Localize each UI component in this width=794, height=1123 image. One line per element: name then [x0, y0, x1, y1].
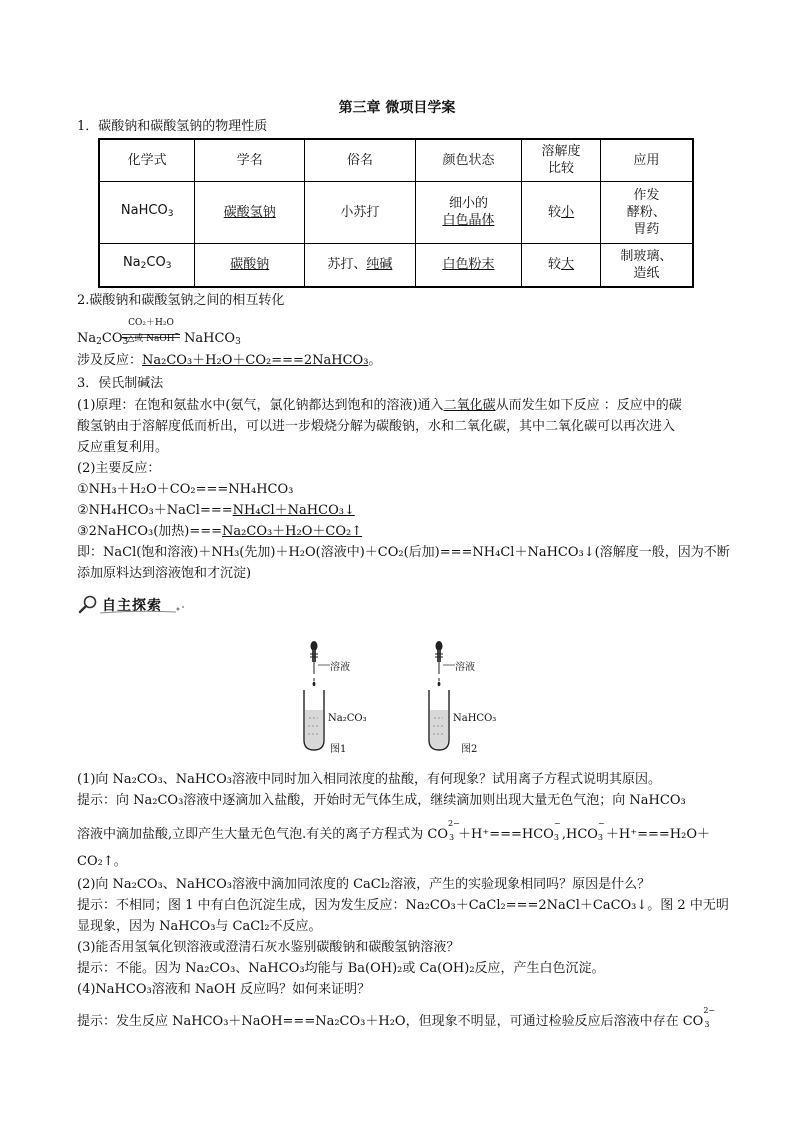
header-solubility-l2: 比较 [548, 161, 575, 177]
section3-heading: 3．侯氏制碱法 [77, 376, 164, 391]
header-solubility-l1: 溶解度 [541, 144, 581, 160]
header-solubility [522, 139, 600, 181]
main-reactions-heading: (2)主要反应： [77, 461, 161, 476]
header-name: 学名 [195, 139, 305, 181]
table-row [99, 181, 693, 243]
cell-formula: NaHCO$_3$ [99, 181, 195, 243]
overall-reaction-line2: 添加原料达到溶液饱和才沉淀) [77, 566, 252, 581]
header-common: 俗名 [305, 139, 415, 181]
answer-1-line3: CO₂↑。 [77, 854, 127, 869]
cell-application: 作发 酵粉、 胃药 [600, 181, 693, 243]
cell-name: 碳酸氢钠 [195, 181, 305, 243]
fig2-caption: 图2 [461, 744, 478, 755]
principle-line2: 酸氢钠由于溶解度低而析出，可以进一步煅烧分解为碳酸钠，水和二氧化碳，其中二氧化碳可以再次进入 [77, 419, 676, 434]
figure-1 [300, 638, 380, 768]
answer-2-line2: 显现象，因为 NaHCO₃与 CaCl₂不反应。 [77, 919, 322, 934]
conversion-right: NaHCO$_3$ [184, 331, 241, 347]
answer-4: 提示：发生反应 NaHCO₃＋NaOH===Na₂CO₃＋H₂O，但现象不明显，可通过检验反应后溶液中存在 CO 2− 3 [77, 1006, 716, 1029]
question-4: (4)NaHCO₃溶液和 NaOH 反应吗？如何来证明？ [77, 982, 371, 997]
figure-2 [425, 638, 515, 768]
reaction-3: ③2NaHCO₃(加热)===Na₂CO₃＋H₂O＋CO₂↑ [77, 524, 363, 539]
reaction-line: 涉及反应：Na₂CO₃＋H₂O＋CO₂===2NaHCO₃。 [77, 353, 382, 368]
fig1-chem-label: Na₂CO₃ [328, 713, 367, 724]
cell-application: 制玻璃、 造纸 [600, 243, 693, 287]
header-formula: 化学式 [99, 139, 195, 181]
overall-reaction-line1: 即：NaCl(饱和溶液)＋NH₃(先加)＋H₂O(溶液中)＋CO₂(后加)===NH₄Cl＋NaHCO₃↓(溶解度一般，因为不断 [77, 545, 730, 560]
cell-name: 碳酸钠 [195, 243, 305, 287]
properties-table [98, 138, 694, 288]
table-header-row [99, 139, 693, 181]
double-arrow-icon [120, 328, 182, 334]
principle-line3: 反应重复利用。 [77, 440, 169, 455]
fig1-solution-label: 溶液 [330, 662, 350, 673]
cell-common: 苏打、纯碱 [305, 243, 415, 287]
reaction-2: ②NH₄HCO₃＋NaCl===NH₄Cl＋NaHCO₃↓ [77, 503, 355, 518]
cell-state: 白色粉末 [415, 243, 522, 287]
answer-1-line1: 提示：向 Na₂CO₃溶液中逐滴加入盐酸，开始时无气体生成，继续滴加则出现大量无色气泡；向 NaHCO₃ [77, 793, 686, 808]
question-2: (2)向 Na₂CO₃、NaHCO₃溶液中滴加同浓度的 CaCl₂溶液，产生的实验现象相同吗？原因是什么？ [77, 877, 651, 892]
page-title: 第三章 微项目学案 [338, 100, 456, 116]
fig1-caption: 图1 [330, 744, 347, 755]
self-explore-label: 自主探索 [102, 598, 162, 614]
question-3: (3)能否用氢氧化钡溶液或澄清石灰水鉴别碳酸钠和碳酸氢钠溶液？ [77, 940, 460, 955]
answer-1-line2: 溶液中滴加盐酸,立即产生大量无色气泡.有关的离子方程式为 CO 2− 3 ＋H⁺===HCO − 3 ,HCO − 3 ＋H⁺===H₂O＋ [77, 819, 711, 842]
answer-3: 提示：不能。因为 Na₂CO₃、NaHCO₃均能与 Ba(OH)₂或 Ca(OH)₂反应，产生白色沉淀。 [77, 961, 605, 976]
cell-solubility: 较小 [522, 181, 600, 243]
section1-heading: 1．碳酸钠和碳酸氢钠的物理性质 [77, 119, 268, 134]
answer-2-line1: 提示：不相同；图 1 中有白色沉淀生成，因为发生反应：Na₂CO₃＋CaCl₂===2NaCl＋CaCO₃↓。图 2 中无明 [77, 898, 729, 913]
conversion-arrow [120, 318, 182, 344]
header-state: 颜色状态 [415, 139, 522, 181]
arrow-top-label: CO₂＋H₂O [128, 318, 174, 328]
fig2-chem-label: NaHCO₃ [453, 713, 497, 724]
principle-line1: (1)原理：在饱和氨盐水中(氨气，氯化钠都达到饱和的溶液)通入二氧化碳从而发生如下反应 ：反应中的碳 [77, 398, 682, 413]
section2-heading: 2.碳酸钠和碳酸氢钠之间的相互转化 [77, 293, 285, 308]
reaction-1: ①NH₃＋H₂O＋CO₂===NH₄HCO₃ [77, 482, 294, 497]
table-row [99, 243, 693, 287]
cell-state: 细小的 白色晶体 [415, 181, 522, 243]
cell-solubility: 较大 [522, 243, 600, 287]
conversion-left: $Na_2CO_3$ [77, 331, 129, 347]
cell-formula: $Na_2CO_3$ [99, 243, 195, 287]
header-application: 应用 [600, 139, 693, 181]
decorative-underline-icon [78, 594, 238, 616]
cell-common: 小苏打 [305, 181, 415, 243]
arrow-bottom-label: △或 NaOH [127, 334, 175, 344]
fig2-solution-label: 溶液 [455, 662, 475, 673]
question-1: (1)向 Na₂CO₃、NaHCO₃溶液中同时加入相同浓度的盐酸，有何现象？试用离子方程式说明其原因。 [77, 772, 661, 787]
